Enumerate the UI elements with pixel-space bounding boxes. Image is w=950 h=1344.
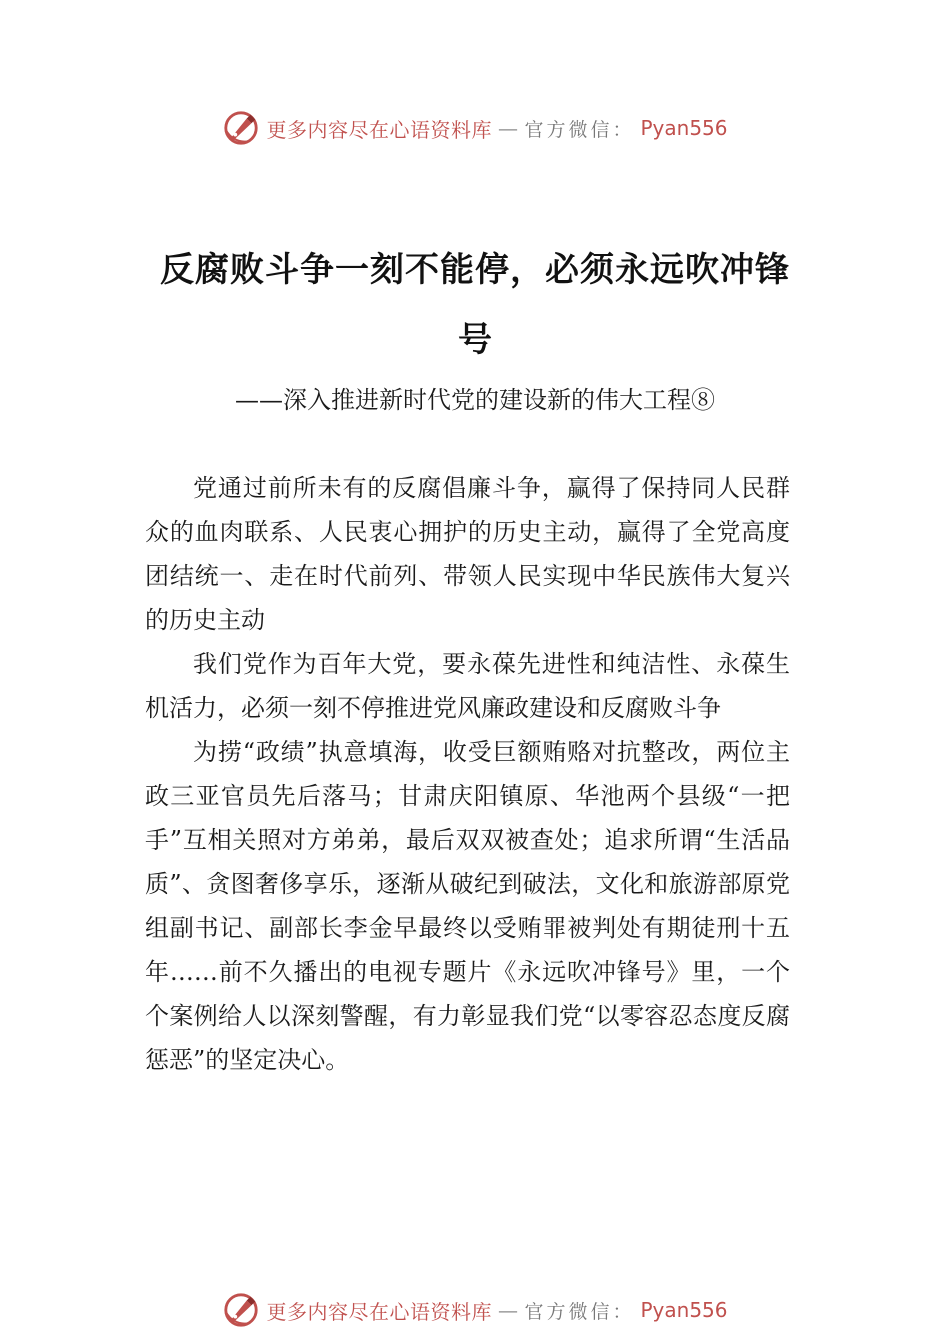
pen-nib-logo-icon [222,1291,260,1329]
watermark-wechat-id: Pyan556 [640,116,728,140]
document-title-line1: 反腐败斗争一刻不能停，必须永远吹冲锋 [160,250,790,290]
document-subtitle: ——深入推进新时代党的建设新的伟大工程⑧ [235,386,715,414]
body-paragraph: 我们党作为百年大党，要永葆先进性和纯洁性、永葆生机活力，必须一刻不停推进党风廉政建设和反腐败斗争 [145,650,790,722]
watermark-wechat-id: Pyan556 [640,1298,728,1322]
watermark-official-label: 官方微信： [524,1300,635,1323]
watermark-dash: — [497,116,519,140]
document-title-line2: 号 [458,320,492,360]
watermark-brand-text: 更多内容尽在心语资料库 [266,1299,492,1324]
body-paragraph: 党通过前所未有的反腐倡廉斗争，赢得了保持同人民群众的血肉联系、人民衷心拥护的历史主动，赢得了全党高度团结统一、走在时代前列、带领人民实现中华民族伟大复兴的历史主动 [145,474,790,634]
watermark-official-label: 官方微信： [524,118,635,141]
pen-nib-logo-icon [222,109,260,147]
footer-watermark [0,1288,950,1332]
watermark-brand-text: 更多内容尽在心语资料库 [266,117,492,142]
watermark-dash: — [497,1298,519,1322]
body-paragraph: 为捞“政绩”执意填海，收受巨额贿赂对抗整改，两位主政三亚官员先后落马；甘肃庆阳镇原、华池两个县级“一把手”互相关照对方弟弟，最后双双被查处；追求所谓“生活品质”、贪图奢侈享乐，逐渐从破纪到破法，文化和旅游部原党组副书记、副部长李金早最终以受贿罪被判处有期徒刑十五年……前不久播出的电视专题片《永远吹冲锋号》里，一个个案例给人以深刻警醒，有力彰显我们党“以零容忍态度反腐惩恶”的坚定决心。 [145,738,790,1074]
document-body [145,466,790,1082]
header-watermark [0,106,950,150]
